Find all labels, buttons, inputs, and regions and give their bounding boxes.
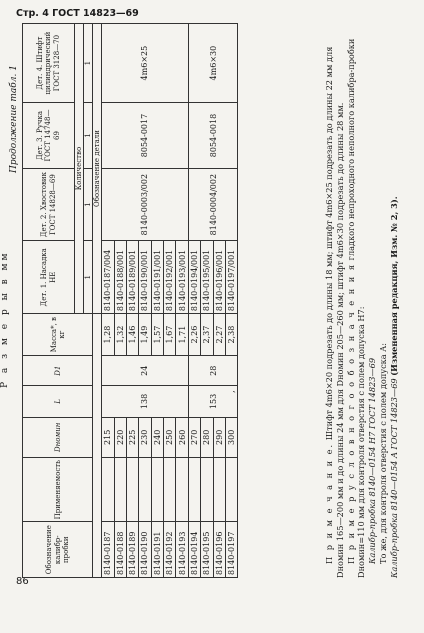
row-code: 8140-0192 — [164, 522, 176, 578]
row-det1: 8140-0188/001 — [114, 241, 126, 314]
row-code: 8140-0188 — [114, 522, 126, 578]
note-label: П р и м е ч а н и е. — [324, 442, 334, 564]
continuation-label: Продолжение табл. 1 — [9, 65, 19, 173]
note-example — [346, 18, 368, 578]
col-applicability: Применяемость — [23, 458, 93, 522]
example-label: П р и м е р у с л о в н о г о о б о з н а ч е н и я — [345, 262, 356, 564]
col-det3: Дет. 3. Ручка ГОСТ 14748—69 — [23, 103, 75, 169]
row-dnom: 215 — [102, 417, 114, 457]
sizes-label: Р а з м е р ы в мм — [0, 250, 10, 388]
row-dnom: 230 — [139, 417, 151, 457]
note-shtift — [324, 18, 346, 578]
group1-det3: 8054-0017 — [102, 103, 189, 169]
row-det1: 8140-0194/001 — [188, 241, 200, 314]
example-designation-a-line — [389, 18, 400, 578]
col-d1: D1 — [23, 356, 93, 386]
row-mass: 1,28 — [102, 314, 114, 356]
group2-det4: 4m6×30 — [188, 24, 238, 103]
row-mass: 1,71 — [176, 314, 188, 356]
notes-block — [324, 18, 400, 578]
row-det1: 8140-0195/001 — [201, 241, 213, 314]
row-dnom: 250 — [164, 417, 176, 457]
stray-mark: , — [227, 390, 237, 393]
qty-det2: 1 — [84, 168, 93, 241]
row-dnom: 240 — [151, 417, 163, 457]
rotated-content — [0, 8, 412, 598]
qty-det3: 1 — [84, 103, 93, 169]
col-det1: Дет. 1. Насадка НЕ — [23, 241, 75, 314]
row-det1: 8140-0197/001 — [226, 241, 238, 314]
row-mass: 2,38 — [226, 314, 238, 356]
qty-det4: 1 — [84, 24, 93, 103]
group1-d1: 24 — [102, 356, 189, 386]
sizes-table — [22, 23, 238, 578]
row-det1: 8140-0192/001 — [164, 241, 176, 314]
group1-det2: 8140-0003/002 — [102, 168, 189, 241]
col-designation: Обозначение калибр-пробки — [23, 522, 93, 578]
row-dnom: 225 — [126, 417, 138, 457]
group2-l: 153 — [188, 386, 238, 417]
row-det1: 8140-0193/001 — [176, 241, 188, 314]
row-det1: 8140-0187/004 — [102, 241, 114, 314]
group2-d1: 28 — [188, 356, 238, 386]
row-code: 8140-0187 — [102, 522, 114, 578]
page-number: 86 — [16, 576, 29, 587]
group2-det3: 8054-0018 — [188, 103, 238, 169]
example-text: гладкого непроходного неполного калибра-пробки Dномин=110 мм для контроля отверстия с полем допуска H7: — [345, 38, 367, 578]
example-designation-a: Калибр-пробка 8140—0154 A ГОСТ 14823—69 — [388, 378, 399, 578]
edition-note: (Измененная редакция, Изм. № 2, 3). — [388, 196, 399, 376]
group1-l: 138 — [102, 386, 189, 417]
qty-header: Количество — [75, 24, 84, 314]
row-code: 8140-0194 — [188, 522, 200, 578]
row-code: 8140-0195 — [201, 522, 213, 578]
row-mass: 1,57 — [151, 314, 163, 356]
row-mass: 1,32 — [114, 314, 126, 356]
row-mass: 1,67 — [164, 314, 176, 356]
row-det1: 8140-0190/001 — [139, 241, 151, 314]
row-code: 8140-0197 — [226, 522, 238, 578]
row-det1: 8140-0191/001 — [151, 241, 163, 314]
row-code: 8140-0190 — [139, 522, 151, 578]
note-same-a: То же, для контроля отверстия с полем допуска A: — [378, 343, 389, 564]
group2-det2: 8140-0004/002 — [188, 168, 238, 241]
row-mass: 1,49 — [139, 314, 151, 356]
row-det1: 8140-0189/001 — [126, 241, 138, 314]
row-mass: 1,46 — [126, 314, 138, 356]
col-dnom: Dномин — [23, 417, 93, 457]
row-mass: 2,26 — [188, 314, 200, 356]
example-designation-h7: Калибр-пробка 8140—0154 H7 ГОСТ 14823—69 — [367, 357, 378, 564]
row-code: 8140-0189 — [126, 522, 138, 578]
row-code: 8140-0193 — [176, 522, 188, 578]
row-code: 8140-0191 — [151, 522, 163, 578]
row-dnom: 270 — [188, 417, 200, 457]
page-header: Стр. 4 ГОСТ 14823—69 — [16, 8, 139, 19]
qty-det1: 1 — [84, 241, 93, 314]
row-dnom: 260 — [176, 417, 188, 457]
col-det4: Дет. 4. Штифт цилиндрический ГОСТ 3128—70 — [23, 24, 75, 103]
row-mass: 2,37 — [201, 314, 213, 356]
table-row — [188, 24, 200, 578]
row-mass: 2,27 — [213, 314, 225, 356]
row-dnom: 290 — [213, 417, 225, 457]
row-code: 8140-0196 — [213, 522, 225, 578]
parts-designation-header: Обозначение детали — [93, 24, 102, 314]
row-det1: 8140-0196/001 — [213, 241, 225, 314]
table-row — [102, 24, 114, 578]
col-det2: Дет. 2. Хвостовик ГОСТ 14828—69 — [23, 168, 75, 241]
row-dnom: 280 — [201, 417, 213, 457]
group1-det4: 4m6×25 — [102, 24, 189, 103]
note-text: Штифт 4m6×20 подрезать до длины 18 мм; штифт 4m6×25 подрезать до длины 22 мм для Dномин 165—200 мм и до длины 24 мм для Dномин 205—260 мм; штифт 4m6×30 подрезать до длины 28 мм. — [324, 46, 345, 578]
row-dnom: 300 — [226, 417, 238, 457]
row-dnom: 220 — [114, 417, 126, 457]
col-mass: Масса*, в кг — [23, 314, 93, 356]
col-l: L — [23, 386, 93, 417]
